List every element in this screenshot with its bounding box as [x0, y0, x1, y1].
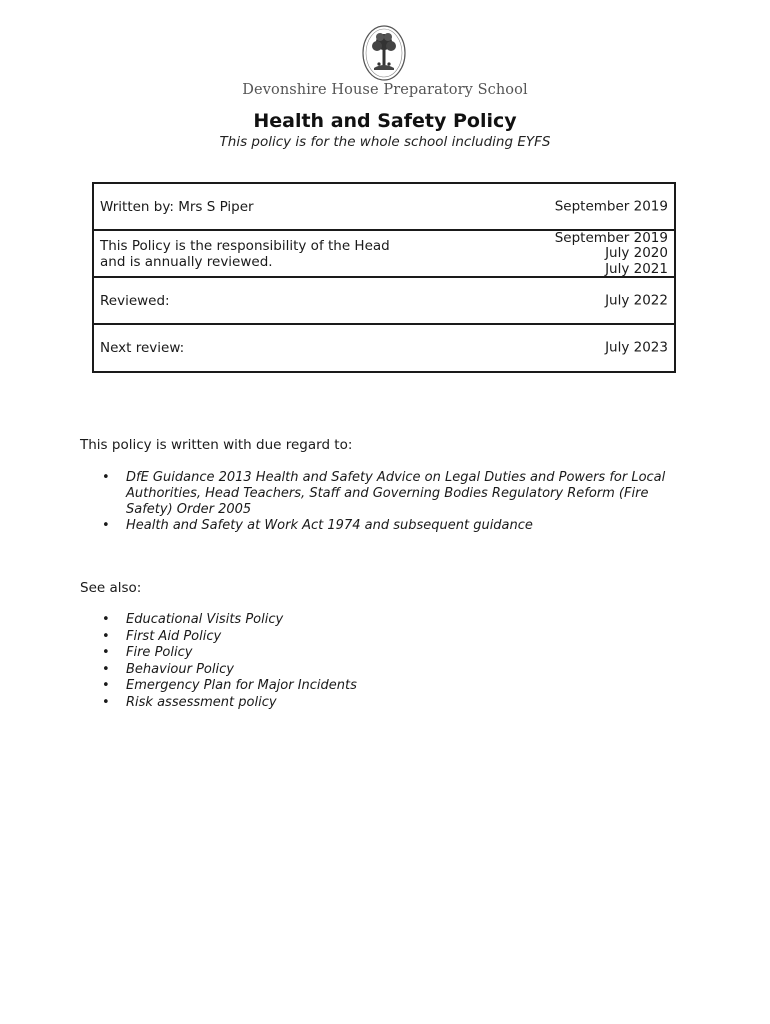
- see-also-list: [100, 612, 357, 712]
- list-item-text: Health and Safety at Work Act 1974 and subsequent guidance: [126, 518, 533, 533]
- policy-info-table: [92, 182, 676, 373]
- list-item: [100, 695, 357, 712]
- list-item: [100, 662, 357, 679]
- table-row: [94, 278, 674, 325]
- date-value: July 2020: [605, 244, 668, 261]
- list-item-text: Educational Visits Policy: [126, 612, 284, 627]
- reviewed-date: [605, 293, 668, 309]
- school-crest-logo: [360, 24, 408, 82]
- list-item: [100, 518, 690, 534]
- school-name: Devonshire House Preparatory School: [242, 82, 528, 98]
- list-item-text: DfE Guidance 2013 Health and Safety Advice on Legal Duties and Powers for Local Authorities, Head Teachers, Staff and Governing Bodies Regulatory Reform (Fire Safety) Order 2005: [126, 470, 666, 517]
- review-dates: [555, 230, 668, 277]
- list-item-text: Fire Policy: [126, 645, 193, 661]
- next-review-label: Next review:: [100, 340, 185, 356]
- next-review-date: [605, 340, 668, 356]
- list-item: [100, 612, 357, 629]
- date-value: September 2019: [554, 229, 668, 246]
- page-title: Health and Safety Policy: [253, 110, 517, 132]
- bullet-icon: •: [102, 518, 110, 533]
- bullet-icon: •: [102, 645, 110, 661]
- bullet-icon: •: [102, 678, 110, 694]
- list-item: [100, 678, 357, 695]
- list-item-text: Risk assessment policy: [126, 694, 277, 710]
- table-row: [94, 184, 674, 231]
- date-value: July 2023: [605, 339, 668, 356]
- list-item: [100, 645, 357, 662]
- date-value: September 2019: [554, 197, 668, 214]
- regard-intro: This policy is written with due regard to:: [80, 437, 353, 453]
- list-item-text: Emergency Plan for Major Incidents: [126, 678, 357, 694]
- list-item: [100, 629, 357, 646]
- list-item-text: First Aid Policy: [126, 628, 222, 644]
- date-value: July 2022: [605, 291, 668, 308]
- responsibility-label: This Policy is the responsibility of the Head and is annually reviewed.: [100, 237, 390, 270]
- see-also-heading: See also:: [80, 580, 142, 596]
- list-item-text: Behaviour Policy: [126, 661, 234, 677]
- bullet-icon: •: [102, 612, 110, 627]
- written-date: [555, 199, 668, 215]
- written-by-label: Written by: Mrs S Piper: [100, 198, 254, 215]
- table-row: [94, 325, 674, 371]
- bullet-icon: •: [102, 628, 110, 644]
- reviewed-label: Reviewed:: [100, 292, 170, 309]
- list-item: [100, 470, 690, 518]
- bullet-icon: •: [102, 470, 110, 485]
- page-subtitle: This policy is for the whole school including EYFS: [219, 134, 551, 150]
- date-value: July 2021: [605, 260, 668, 277]
- regard-list: [100, 470, 690, 534]
- bullet-icon: •: [102, 694, 110, 710]
- bullet-icon: •: [102, 661, 110, 677]
- table-row: [94, 231, 674, 278]
